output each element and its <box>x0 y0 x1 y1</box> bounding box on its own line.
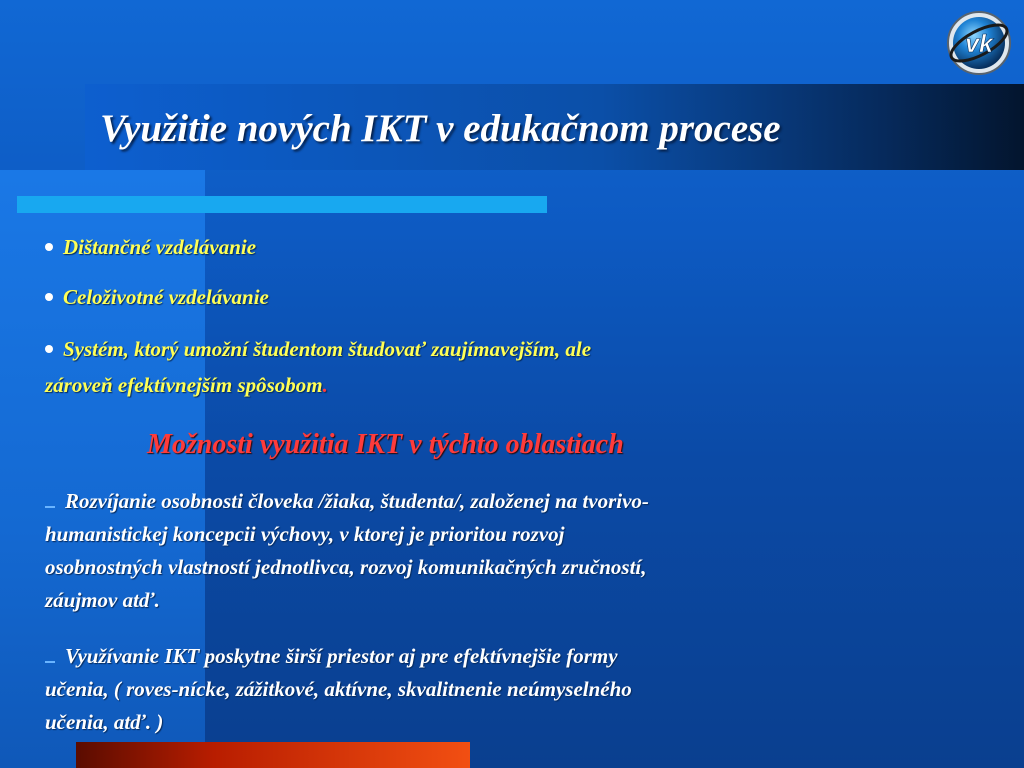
list-item <box>45 232 825 262</box>
paragraph-line: učenia, ( roves-nícke, zážitkové, aktívne, skvalitnenie neúmyselného <box>45 677 632 701</box>
bullet-period: . <box>322 373 328 397</box>
bullet-dot-icon <box>45 293 53 301</box>
bullet-dot-icon <box>45 345 53 353</box>
paragraph-line: osobnostných vlastností jednotlivca, rozvoj komunikačných zručností, <box>45 555 647 579</box>
list-item <box>45 334 825 364</box>
paragraph-2 <box>45 640 885 739</box>
paragraph-line: Využívanie IKT poskytne širší priestor aj pre efektívnejšie formy <box>65 644 618 668</box>
logo-text: vk <box>965 30 993 58</box>
slide-title: Využitie nových IKT v edukačnom procese <box>100 107 781 150</box>
globe-logo-icon <box>944 6 1014 78</box>
bullet-text: zároveň efektívnejším spôsobom <box>45 373 323 397</box>
paragraph-line: záujmov atď. <box>45 588 160 612</box>
list-item-continuation <box>45 370 825 400</box>
dash-icon <box>45 506 55 508</box>
section-subheading: Možnosti využitia IKT v týchto oblastiach <box>147 429 624 460</box>
bullet-text: Systém, ktorý umožní študentom študovať zaujímavejším, ale <box>63 337 592 361</box>
bottom-accent-bar <box>76 742 470 768</box>
paragraph-line: učenia, atď. ) <box>45 710 164 734</box>
bullet-text: Dištančné vzdelávanie <box>63 235 257 259</box>
bullet-dot-icon <box>45 243 53 251</box>
paragraph-line: Rozvíjanie osobnosti človeka /žiaka, študenta/, založenej na tvorivo- <box>65 489 649 513</box>
bullet-list <box>45 230 825 397</box>
list-item <box>45 282 825 312</box>
accent-bar <box>17 196 547 213</box>
dash-icon <box>45 661 55 663</box>
paragraph-line: humanistickej koncepcii výchovy, v ktorej je prioritou rozvoj <box>45 522 565 546</box>
paragraph-1 <box>45 485 885 617</box>
bullet-text: Celoživotné vzdelávanie <box>63 285 269 309</box>
